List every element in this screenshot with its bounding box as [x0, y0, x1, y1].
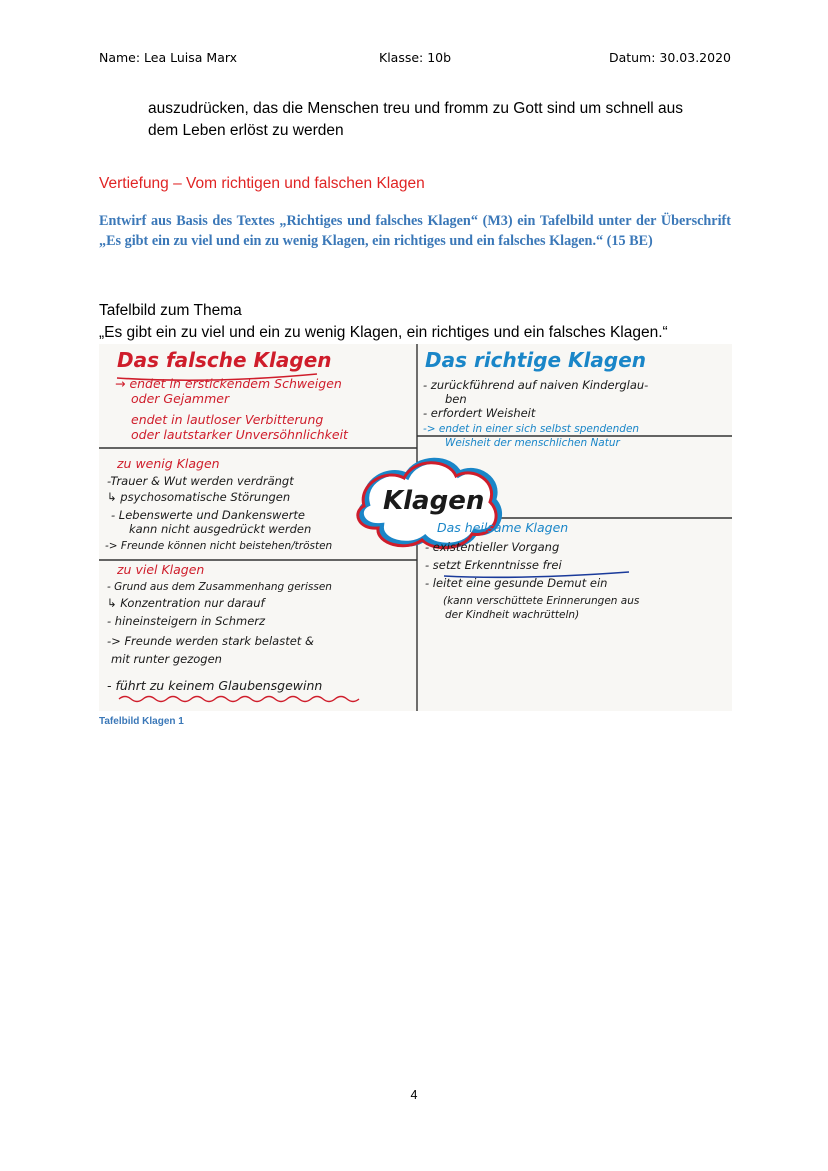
heilsame-line-3: - leitet eine gesunde Demut ein — [425, 576, 608, 590]
zu-wenig-line-2: ↳ psychosomatische Störungen — [107, 490, 291, 504]
falsche-line-2: oder Gejammer — [131, 391, 230, 406]
heilsame-line-5: der Kindheit wachrütteln) — [445, 609, 580, 621]
heilsame-line-1: - existentieller Vorgang — [425, 540, 560, 554]
zu-wenig-line-1: -Trauer & Wut werden verdrängt — [107, 474, 294, 488]
richtige-line-2: ben — [445, 392, 467, 406]
heilsame-line-4: (kann verschüttete Erinnerungen aus — [443, 595, 640, 607]
task-text: Entwirf aus Basis des Textes „Richtiges und falsches Klagen“ (M3) ein Tafelbild unter der Überschrift „Es gibt ein zu viel und ein zu wenig Klagen, ein richtiges und ein falsches Klagen.“ (15 BE) — [99, 213, 731, 249]
zu-viel-title: zu viel Klagen — [117, 562, 205, 577]
page-number: 4 — [410, 1088, 418, 1102]
continuation-line-2: dem Leben erlöst zu werden — [148, 122, 344, 139]
zu-viel-line-6: - führt zu keinem Glaubensgewinn — [107, 678, 323, 693]
richtige-line-5: Weisheit der menschlichen Natur — [445, 437, 620, 449]
header-class: Klasse: 10b — [379, 50, 452, 65]
falsche-line-4: oder lautstarker Unversöhnlichkeit — [131, 427, 348, 442]
header-name: Name: Lea Luisa Marx — [99, 50, 238, 65]
tafelbild-subtitle: „Es gibt ein zu viel und ein zu wenig Klagen, ein richtiges und ein falsches Klagen.“ — [99, 324, 668, 341]
section-title: Vertiefung – Vom richtigen und falschen Klagen — [99, 175, 425, 192]
zu-viel-line-5: mit runter gezogen — [111, 652, 222, 666]
falsche-line-1: → endet in erstickendem Schweigen — [115, 376, 342, 391]
falsche-line-3: endet in lautloser Verbitterung — [131, 412, 324, 427]
zu-wenig-line-4: kann nicht ausgedrückt werden — [129, 522, 312, 536]
zu-viel-line-2: ↳ Konzentration nur darauf — [107, 596, 265, 610]
zu-viel-line-3: - hineinsteigern in Schmerz — [107, 614, 266, 628]
zu-wenig-title: zu wenig Klagen — [117, 456, 220, 471]
continuation-text — [148, 98, 733, 142]
zu-wenig-line-3: - Lebenswerte und Dankenswerte — [111, 508, 305, 522]
zu-wenig-line-5: -> Freunde können nicht beistehen/trösten — [105, 540, 333, 552]
richtige-title: Das richtige Klagen — [425, 348, 647, 372]
tafelbild-heading — [99, 300, 739, 344]
page-header — [99, 50, 731, 68]
zu-viel-line-1: - Grund aus dem Zusammenhang gerissen — [107, 581, 332, 593]
continuation-line-1: auszudrücken, das die Menschen treu und fromm zu Gott sind um schnell aus — [148, 100, 684, 117]
falsche-title: Das falsche Klagen — [117, 348, 332, 372]
figure-caption: Tafelbild Klagen 1 — [99, 716, 184, 727]
heilsame-line-2: - setzt Erkenntnisse frei — [425, 558, 562, 572]
zu-viel-line-4: -> Freunde werden stark belastet & — [107, 634, 314, 648]
richtige-line-3: - erfordert Weisheit — [423, 406, 536, 420]
heilsame-title: Das heilsame Klagen — [437, 520, 569, 535]
richtige-line-1: - zurückführend auf naiven Kinderglau- — [423, 378, 649, 392]
center-klagen: Klagen — [383, 486, 485, 516]
whiteboard-image — [99, 344, 732, 711]
header-date: Datum: 30.03.2020 — [608, 50, 731, 65]
richtige-line-4: -> endet in einer sich selbst spendenden — [423, 423, 640, 435]
tafelbild-title: Tafelbild zum Thema — [99, 302, 242, 319]
